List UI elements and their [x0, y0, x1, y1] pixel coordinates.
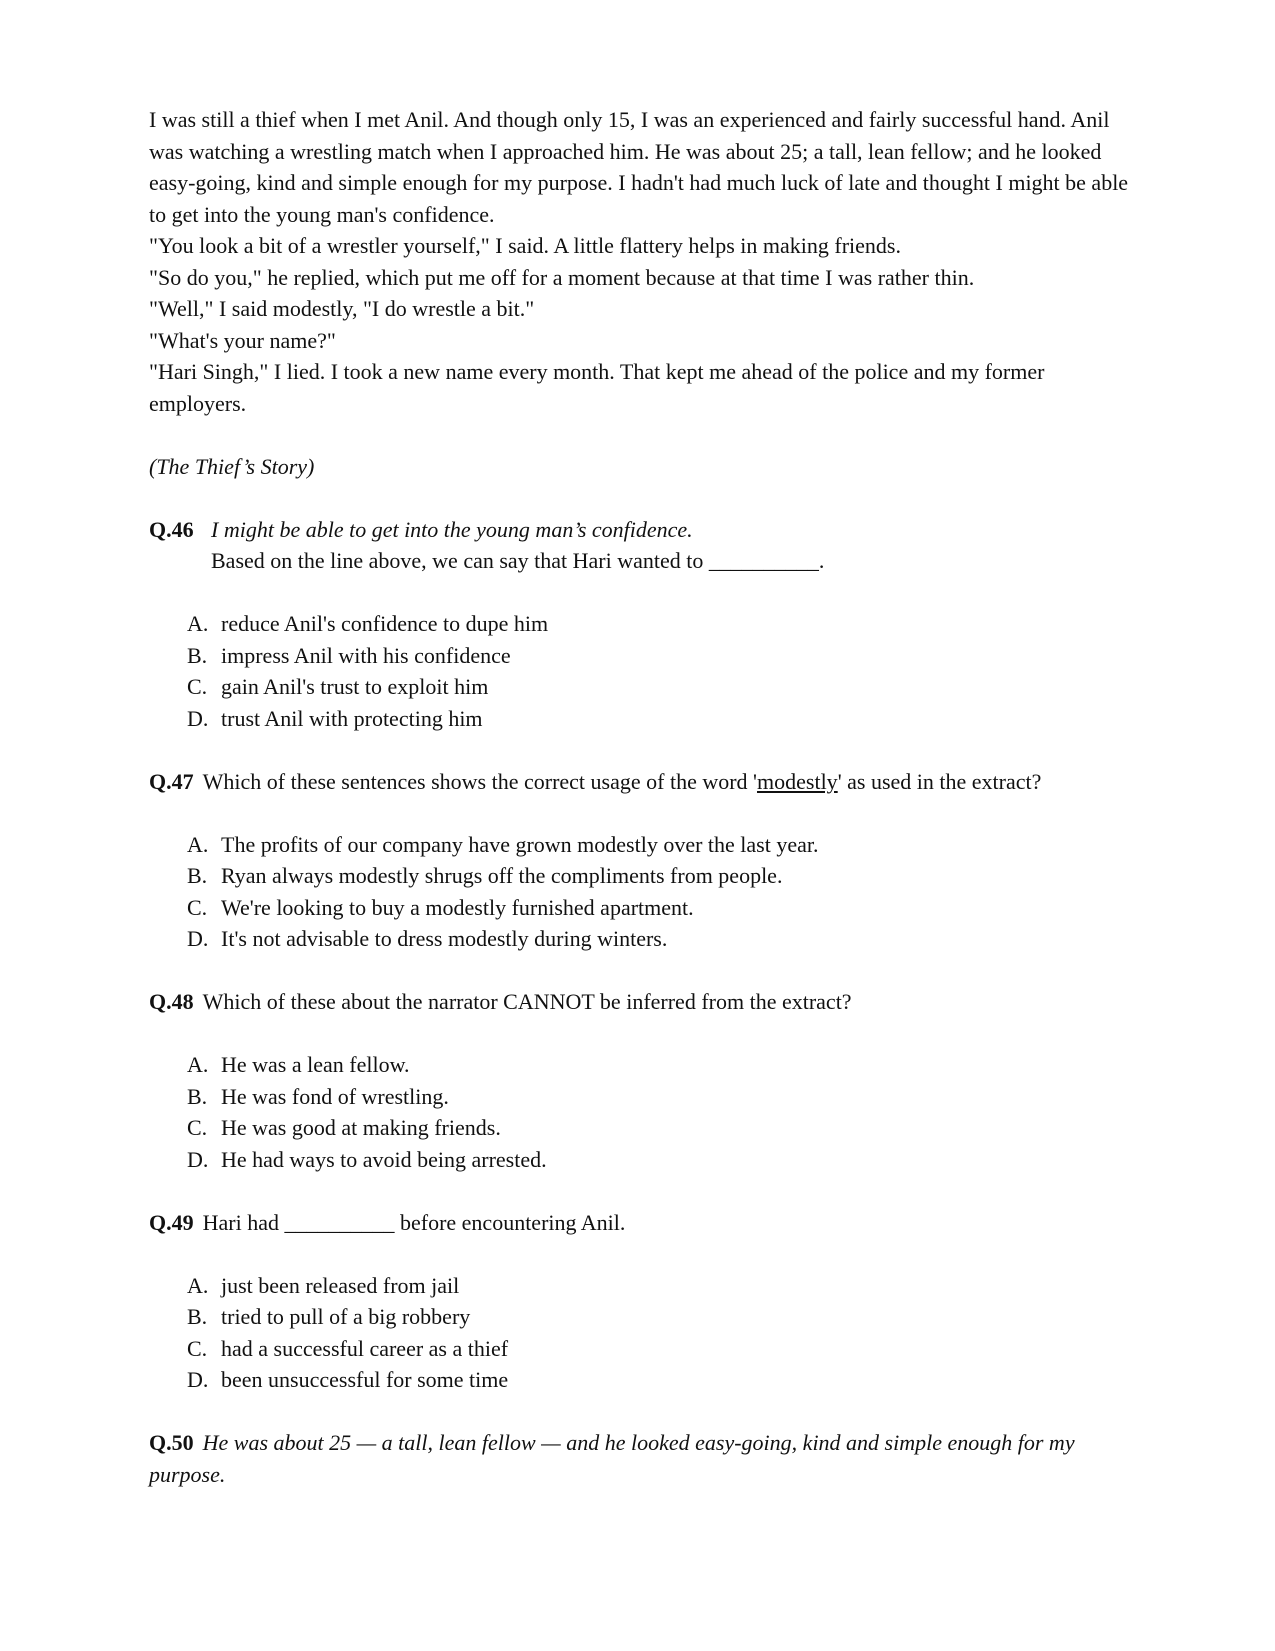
passage-line: "What's your name?" — [149, 327, 336, 353]
option-c[interactable] — [187, 892, 1129, 924]
option-d[interactable] — [187, 1144, 1129, 1176]
option-letter: D. — [187, 705, 209, 731]
option-text: tried to pull of a big robbery — [221, 1304, 471, 1329]
option-d[interactable] — [187, 923, 1129, 955]
option-text: reduce Anil's confidence to dupe him — [221, 611, 549, 636]
option-letter: D. — [187, 1146, 209, 1172]
option-letter: A. — [187, 611, 209, 636]
option-text: trust Anil with protecting him — [221, 705, 483, 731]
option-letter: C. — [187, 674, 208, 699]
question-number: Q.49 — [149, 1209, 194, 1235]
option-letter: D. — [187, 1367, 209, 1392]
question-number: Q.50 — [149, 1430, 194, 1455]
question-stem-after: ' as used in the extract? — [837, 768, 1042, 794]
option-d[interactable] — [187, 1364, 1129, 1396]
option-b[interactable] — [187, 1301, 1129, 1333]
question-48 — [149, 986, 1129, 1175]
options-list — [149, 1270, 1129, 1396]
question-49-header — [149, 1207, 1129, 1239]
option-letter: C. — [187, 894, 208, 920]
question-stem: Hari had __________ before encountering Anil. — [202, 1209, 626, 1235]
option-letter: A. — [187, 831, 209, 857]
option-a[interactable] — [187, 829, 1129, 861]
option-text: The profits of our company have grown modestly over the last year. — [221, 831, 819, 857]
question-number: Q.47 — [149, 768, 194, 794]
option-letter: B. — [187, 642, 208, 668]
option-c[interactable] — [187, 1333, 1129, 1365]
option-text: He was a lean fellow. — [221, 1052, 410, 1077]
passage-line: "Hari Singh," I lied. I took a new name every month. That kept me ahead of the police and my former employers. — [149, 359, 1045, 416]
option-text: He had ways to avoid being arrested. — [221, 1146, 547, 1172]
question-stem: Based on the line above, we can say that Hari wanted to __________. — [211, 548, 825, 573]
question-46-body — [211, 514, 1129, 577]
document-page — [149, 104, 1129, 1490]
passage-paragraph: I was still a thief when I met Anil. And though only 15, I was an experienced and fairly successful hand. Anil was watching a wrestling match when I approached him. He was about 25; a tall, lean fellow; and he looked easy-going, kind and simple enough for my purpose. I hadn't had much luck of late and thought I might be able to get into the young man's confidence. — [149, 107, 1129, 227]
option-text: We're looking to buy a modestly furnished apartment. — [221, 894, 694, 920]
question-48-header — [149, 986, 1129, 1018]
option-a[interactable] — [187, 1270, 1129, 1302]
option-b[interactable] — [187, 860, 1129, 892]
passage-line: "Well," I said modestly, "I do wrestle a bit." — [149, 296, 535, 321]
question-47-header — [149, 766, 1129, 798]
option-letter: C. — [187, 1335, 208, 1361]
question-46-header — [149, 514, 1129, 577]
option-text: gain Anil's trust to exploit him — [221, 674, 489, 699]
question-number: Q.46 — [149, 516, 194, 542]
option-text: Ryan always modestly shrugs off the compliments from people. — [221, 863, 783, 888]
underlined-word: modestly — [757, 768, 838, 794]
option-text: It's not advisable to dress modestly during winters. — [221, 926, 668, 951]
question-49 — [149, 1207, 1129, 1396]
option-text: just been released from jail — [221, 1272, 460, 1298]
question-stem-before: Which of these sentences shows the correct usage of the word ' — [202, 768, 758, 794]
option-letter: B. — [187, 1083, 208, 1109]
option-text: had a successful career as a thief — [221, 1335, 509, 1361]
option-a[interactable] — [187, 608, 1129, 640]
option-letter: A. — [187, 1052, 209, 1077]
question-50 — [149, 1427, 1129, 1490]
option-b[interactable] — [187, 1081, 1129, 1113]
options-list — [149, 1049, 1129, 1175]
options-list — [149, 608, 1129, 734]
question-47 — [149, 766, 1129, 955]
option-d[interactable] — [187, 703, 1129, 735]
question-46 — [149, 514, 1129, 735]
option-letter: B. — [187, 863, 208, 888]
option-letter: A. — [187, 1272, 209, 1298]
passage-line: "You look a bit of a wrestler yourself," I said. A little flattery helps in making friends. — [149, 233, 901, 258]
option-text: He was good at making friends. — [221, 1115, 501, 1140]
question-number: Q.48 — [149, 989, 194, 1014]
options-list — [149, 829, 1129, 955]
option-text: He was fond of wrestling. — [221, 1083, 449, 1109]
option-b[interactable] — [187, 640, 1129, 672]
option-a[interactable] — [187, 1049, 1129, 1081]
passage-source: (The Thief’s Story) — [149, 453, 315, 479]
question-quote: I might be able to get into the young man’s confidence. — [211, 516, 693, 542]
option-text: been unsuccessful for some time — [221, 1367, 509, 1392]
question-stem: Which of these about the narrator CANNOT be inferred from the extract? — [202, 989, 852, 1014]
option-c[interactable] — [187, 671, 1129, 703]
option-letter: D. — [187, 926, 209, 951]
passage — [149, 104, 1129, 419]
option-letter: B. — [187, 1304, 208, 1329]
option-text: impress Anil with his confidence — [221, 642, 511, 668]
question-quote: He was about 25 — a tall, lean fellow — and he looked easy-going, kind and simple enough for my purpose. — [149, 1430, 1075, 1487]
option-letter: C. — [187, 1115, 208, 1140]
passage-line: "So do you," he replied, which put me off for a moment because at that time I was rather thin. — [149, 264, 975, 290]
option-c[interactable] — [187, 1112, 1129, 1144]
